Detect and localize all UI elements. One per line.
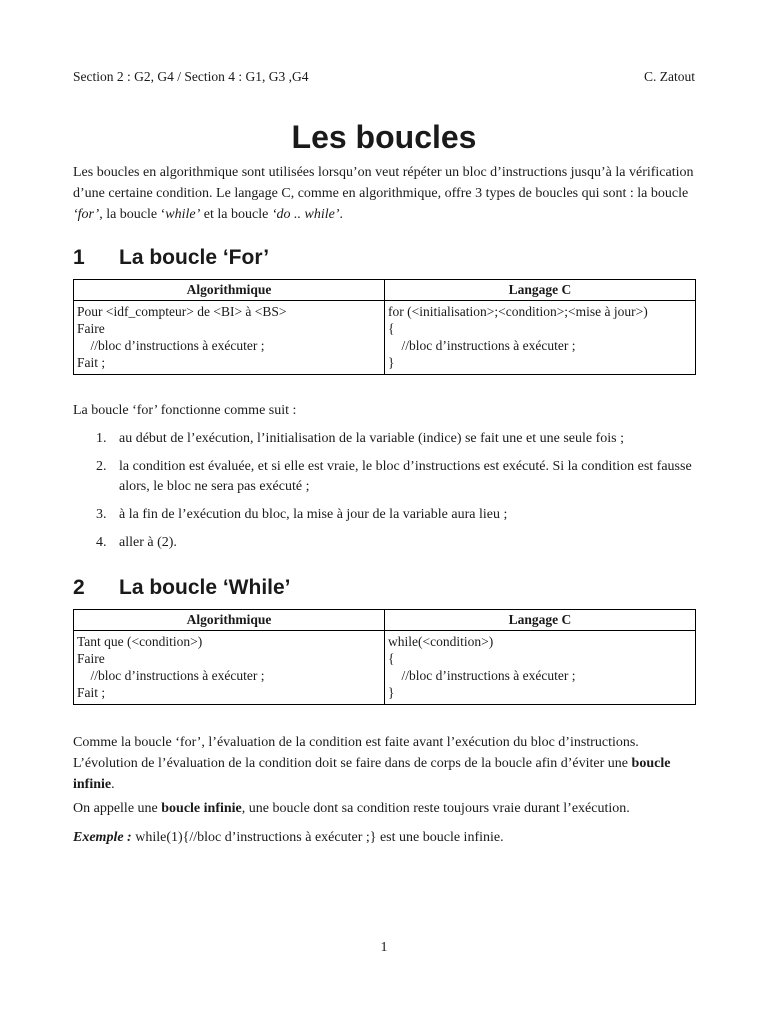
code-line: Faire xyxy=(77,321,105,336)
while-table-c-cell xyxy=(385,631,696,705)
intro-text-4: . xyxy=(339,207,343,222)
for-steps-list xyxy=(73,429,695,561)
code-line: { xyxy=(388,651,395,666)
list-text: la condition est évaluée, et si elle est vraie, le bloc d’instructions est exécuté. Si la condition est fausse alors, le bloc ne sera pas exécuté ; xyxy=(119,459,692,494)
list-item xyxy=(73,429,695,449)
for-loop-table xyxy=(73,279,696,375)
code-line: Fait ; xyxy=(77,685,106,700)
code-line: } xyxy=(388,685,395,700)
list-number: 3. xyxy=(96,507,107,522)
example-text: while(1){//bloc d’instructions à exécuter ;} est une boucle infinie. xyxy=(131,830,504,845)
code-line: for (<initialisation>;<condition>;<mise à jour>) xyxy=(388,304,648,319)
code-line: Pour <idf_compteur> de <BI> à <BS> xyxy=(77,304,287,319)
while-p1-text: Comme la boucle ‘for’, l’évaluation de la condition est faite avant l’exécution du bloc d’instructions. L’évolution de l’évaluation de la condition doit se faire dans de corps de la boucle afin d’éviter une xyxy=(73,735,639,771)
intro-text-3: et la boucle xyxy=(200,207,272,222)
code-line: Fait ; xyxy=(77,355,106,370)
section-2-number: 2 xyxy=(73,576,85,599)
while-p2-text: On appelle une xyxy=(73,801,162,816)
list-number: 2. xyxy=(96,459,107,474)
infinite-loop-term: boucle infinie xyxy=(73,756,671,792)
list-number: 1. xyxy=(96,431,107,446)
while-paragraph-1 xyxy=(73,732,695,795)
infinite-loop-term: boucle infinie xyxy=(161,801,242,816)
for-table-header-c: Langage C xyxy=(385,280,696,301)
section-2-title: La boucle ‘While’ xyxy=(119,576,291,599)
code-line: //bloc d’instructions à exécuter ; xyxy=(388,338,576,353)
code-line: //bloc d’instructions à exécuter ; xyxy=(77,668,265,683)
list-number: 4. xyxy=(96,535,107,550)
intro-paragraph xyxy=(73,162,695,225)
list-text: à la fin de l’exécution du bloc, la mise à jour de la variable aura lieu ; xyxy=(119,507,508,522)
intro-text-2: , la boucle ‘ xyxy=(99,207,166,222)
list-text: au début de l’exécution, l’initialisation de la variable (indice) se fait une et une seule fois ; xyxy=(119,431,624,446)
list-item xyxy=(73,505,695,525)
section-1-number: 1 xyxy=(73,246,85,269)
while-loop-table xyxy=(73,609,696,705)
intro-text-1: Les boucles en algorithmique sont utilisées lorsqu’on veut répéter un bloc d’instructions jusqu’à la vérification d’une certaine condition. Le langage C, comme en algorithmique, offre 3 types de boucles qui sont : la boucle xyxy=(73,165,694,201)
while-paragraph-2 xyxy=(73,798,695,819)
code-line: //bloc d’instructions à exécuter ; xyxy=(388,668,576,683)
code-line: Faire xyxy=(77,651,105,666)
while-table-algo-cell xyxy=(74,631,385,705)
list-item xyxy=(73,457,695,497)
list-text: aller à (2). xyxy=(119,535,177,550)
code-line: while(<condition>) xyxy=(388,634,494,649)
header-author: C. Zatout xyxy=(644,69,695,84)
while-p2-end: , une boucle dont sa condition reste toujours vraie durant l’exécution. xyxy=(241,801,630,816)
page-number: 1 xyxy=(380,940,388,955)
code-line: //bloc d’instructions à exécuter ; xyxy=(77,338,265,353)
while-table-header-c: Langage C xyxy=(385,610,696,631)
for-table-algo-cell xyxy=(74,301,385,375)
header-sections: Section 2 : G2, G4 / Section 4 : G1, G3 ,G4 xyxy=(73,69,309,84)
example-label: Exemple : xyxy=(73,830,132,845)
for-table-header-algo: Algorithmique xyxy=(74,280,385,301)
for-table-c-cell xyxy=(385,301,696,375)
intro-while: while’ xyxy=(165,207,201,222)
code-line: Tant que (<condition>) xyxy=(77,634,203,649)
page-title: Les boucles xyxy=(291,119,477,155)
section-2-heading xyxy=(73,575,291,601)
code-line: { xyxy=(388,321,395,336)
code-line: } xyxy=(388,355,395,370)
intro-dowhile: ‘do .. while’ xyxy=(271,207,340,222)
for-explanation: La boucle ‘for’ fonctionne comme suit : xyxy=(73,403,297,418)
list-item xyxy=(73,533,695,553)
example-paragraph xyxy=(73,827,695,848)
section-1-heading xyxy=(73,245,269,271)
section-1-title: La boucle ‘For’ xyxy=(119,246,270,269)
while-p1-end: . xyxy=(111,777,115,792)
while-table-header-algo: Algorithmique xyxy=(74,610,385,631)
intro-for: ‘for’ xyxy=(73,207,100,222)
